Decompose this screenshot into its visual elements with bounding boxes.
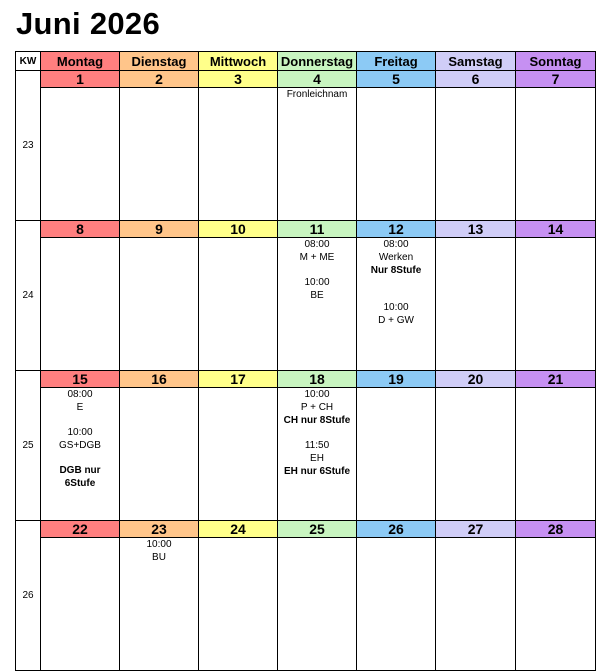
entry-spacer: [278, 264, 356, 276]
day-cell[interactable]: [199, 88, 278, 221]
day-cell[interactable]: [436, 238, 516, 371]
day-number[interactable]: 6: [436, 71, 516, 88]
weekday-header-friday: Freitag: [357, 52, 436, 71]
day-number[interactable]: 16: [120, 370, 199, 387]
day-number[interactable]: 23: [120, 520, 199, 537]
day-cell[interactable]: [199, 538, 278, 671]
day-cell[interactable]: [278, 388, 357, 521]
day-cell[interactable]: [120, 538, 199, 671]
day-number[interactable]: 15: [41, 370, 120, 387]
day-cell[interactable]: [357, 238, 436, 371]
entry-spacer: [41, 414, 119, 426]
day-number[interactable]: 12: [357, 220, 436, 237]
event-line: Werken: [378, 252, 414, 264]
calendar-week-number: 23: [16, 71, 41, 221]
week-day-number-row: [16, 370, 596, 387]
calendar-body: [16, 71, 596, 671]
entry-spacer: [357, 289, 435, 301]
day-cell[interactable]: [41, 88, 120, 221]
event-line: GS+DGB: [59, 440, 101, 452]
event-line: D + GW: [378, 315, 414, 327]
day-number[interactable]: 25: [278, 520, 357, 537]
event-line: Nur 8Stufe: [370, 265, 422, 277]
calendar-week-number: 26: [16, 520, 41, 670]
day-number[interactable]: 10: [199, 220, 278, 237]
calendar-week-number: 24: [16, 220, 41, 370]
day-cell[interactable]: [120, 88, 199, 221]
event-line: BE: [310, 290, 324, 302]
calendar-grid: [15, 51, 596, 671]
day-number[interactable]: 27: [436, 520, 516, 537]
event-line: 10:00: [383, 302, 409, 314]
day-cell[interactable]: [120, 388, 199, 521]
week-day-number-row: [16, 520, 596, 537]
week-day-number-row: [16, 220, 596, 237]
day-cell[interactable]: [357, 88, 436, 221]
day-number[interactable]: 4: [278, 71, 357, 88]
day-cell[interactable]: [278, 538, 357, 671]
event-line: P + CH: [300, 402, 334, 414]
day-number[interactable]: 24: [199, 520, 278, 537]
day-cell[interactable]: [278, 238, 357, 371]
day-number[interactable]: 20: [436, 370, 516, 387]
day-cell[interactable]: [41, 538, 120, 671]
day-number[interactable]: 13: [436, 220, 516, 237]
day-cell[interactable]: [278, 88, 357, 221]
day-number[interactable]: 9: [120, 220, 199, 237]
entry-spacer: [41, 452, 119, 464]
day-number[interactable]: 18: [278, 370, 357, 387]
entry-spacer: [357, 277, 435, 289]
day-cell[interactable]: [41, 238, 120, 371]
day-number[interactable]: 11: [278, 220, 357, 237]
event-line: DGB nur: [59, 465, 101, 477]
event-line: E: [76, 402, 84, 414]
kw-header: KW: [16, 52, 41, 71]
page-title: Juni 2026: [16, 6, 161, 41]
event-line: 08:00: [383, 239, 409, 251]
event-line: Fronleichnam: [286, 89, 348, 101]
event-line: 10:00: [67, 427, 93, 439]
weekday-header-row: [16, 52, 596, 71]
weekday-header-saturday: Samstag: [436, 52, 516, 71]
day-cell[interactable]: [436, 88, 516, 221]
weekday-header-thursday: Donnerstag: [278, 52, 357, 71]
weekday-header-sunday: Sonntag: [516, 52, 596, 71]
day-number[interactable]: 21: [516, 370, 596, 387]
event-line: EH nur 6Stufe: [283, 466, 351, 478]
day-cell[interactable]: [516, 538, 596, 671]
event-line: CH nur 8Stufe: [283, 415, 351, 427]
day-cell[interactable]: [120, 238, 199, 371]
weekday-header-monday: Montag: [41, 52, 120, 71]
day-cell[interactable]: [199, 238, 278, 371]
day-cell[interactable]: [41, 388, 120, 521]
week-events-row: [16, 538, 596, 671]
day-number[interactable]: 5: [357, 71, 436, 88]
day-number[interactable]: 17: [199, 370, 278, 387]
day-number[interactable]: 19: [357, 370, 436, 387]
event-line: M + ME: [299, 252, 335, 264]
day-number[interactable]: 28: [516, 520, 596, 537]
week-events-row: [16, 388, 596, 521]
event-line: 08:00: [304, 239, 330, 251]
day-number[interactable]: 3: [199, 71, 278, 88]
week-day-number-row: [16, 71, 596, 88]
day-number[interactable]: 1: [41, 71, 120, 88]
day-number[interactable]: 8: [41, 220, 120, 237]
day-cell[interactable]: [516, 88, 596, 221]
day-number[interactable]: 7: [516, 71, 596, 88]
weekday-header-wednesday: Mittwoch: [199, 52, 278, 71]
event-line: BU: [152, 552, 166, 564]
day-number[interactable]: 2: [120, 71, 199, 88]
day-number[interactable]: 14: [516, 220, 596, 237]
event-line: 11:50: [304, 440, 330, 452]
event-line: 10:00: [146, 539, 172, 551]
day-cell[interactable]: [357, 388, 436, 521]
week-events-row: [16, 238, 596, 371]
calendar-week-number: 25: [16, 370, 41, 520]
event-line: 10:00: [304, 389, 330, 401]
weekday-header-tuesday: Dienstag: [120, 52, 199, 71]
entry-spacer: [278, 427, 356, 439]
day-cell[interactable]: [516, 238, 596, 371]
event-line: 10:00: [304, 277, 330, 289]
event-line: 08:00: [67, 389, 93, 401]
day-cell[interactable]: [436, 538, 516, 671]
day-cell[interactable]: [436, 388, 516, 521]
day-cell[interactable]: [199, 388, 278, 521]
event-line: EH: [310, 453, 324, 465]
day-cell[interactable]: [357, 538, 436, 671]
week-events-row: [16, 88, 596, 221]
day-cell[interactable]: [516, 388, 596, 521]
day-number[interactable]: 22: [41, 520, 120, 537]
event-line: 6Stufe: [64, 478, 96, 490]
day-number[interactable]: 26: [357, 520, 436, 537]
